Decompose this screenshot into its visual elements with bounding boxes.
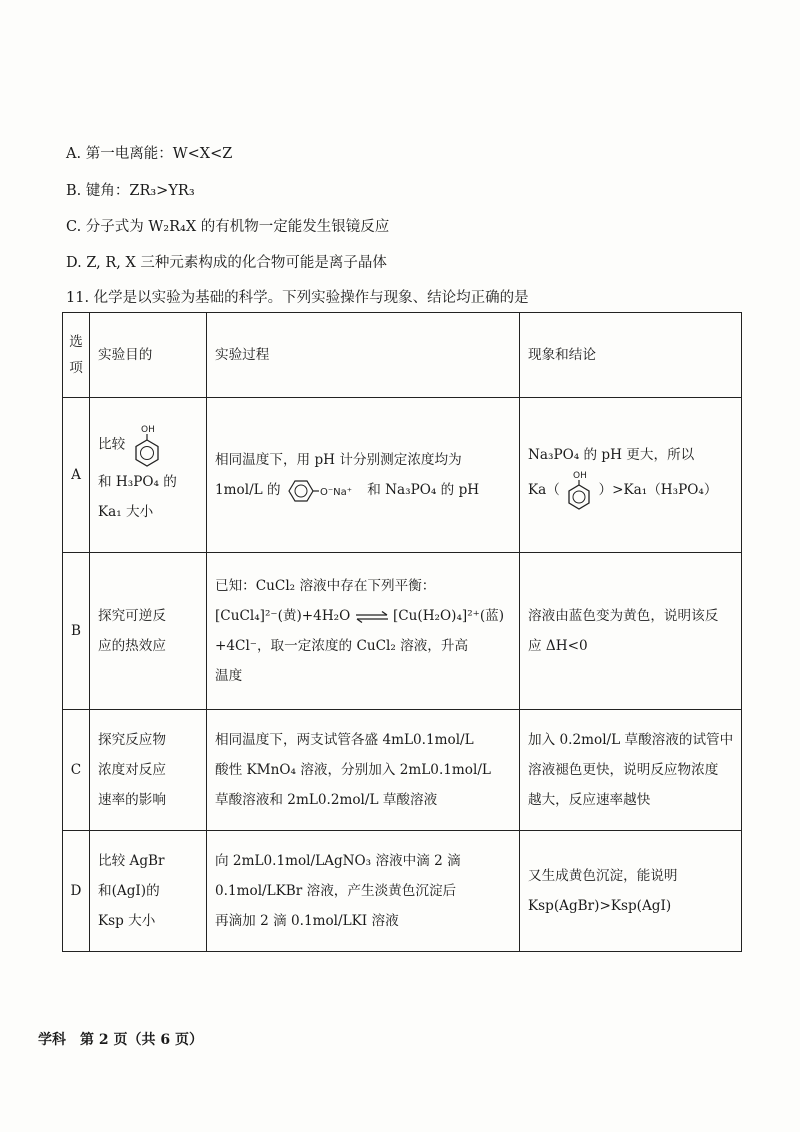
result-c: 加入 0.2mol/L 草酸溶液的试管中 溶液褪色更快，说明反应物浓度 越大，反应速率越快 <box>520 710 742 831</box>
purpose-d: 比较 AgBr 和(AgI)的 Ksp 大小 <box>90 831 207 952</box>
purpose-b: 探究可逆反 应的热效应 <box>90 553 207 710</box>
header-purpose: 实验目的 <box>90 313 207 398</box>
experiment-table <box>62 312 742 952</box>
phenoxide-label: O⁻Na⁺ <box>319 486 352 498</box>
page-footer: 学科 第 2 页（共 6 页） <box>38 1032 203 1048</box>
question-11-stem: 11. 化学是以实验为基础的科学。下列实验操作与现象、结论均正确的是 <box>66 290 529 306</box>
option-a: A. 第一电离能：W<X<Z <box>66 146 233 162</box>
option-d: D. Z, R, X 三种元素构成的化合物可能是离子晶体 <box>66 255 387 271</box>
option-b: B. 键角：ZR₃>YR₃ <box>66 183 195 199</box>
table-row-b <box>63 553 742 710</box>
row-label-c: C <box>63 710 90 831</box>
result-a: Na₃PO₄ 的 pH 更大，所以 Ka（ OH ）>Ka₁（H₃PO₄） <box>520 398 742 553</box>
phenol-oh-label: OH <box>140 425 155 435</box>
table-row-d <box>63 831 742 952</box>
table-row-a <box>63 398 742 553</box>
table-row-c <box>63 710 742 831</box>
result-b: 溶液由蓝色变为黄色，说明该反 应 ΔH<0 <box>520 553 742 710</box>
purpose-a: 比较 OH 和 H₃PO₄ 的 Ka₁ 大小 <box>90 398 207 553</box>
result-d: 又生成黄色沉淀，能说明 Ksp(AgBr)>Ksp(AgI) <box>520 831 742 952</box>
option-c: C. 分子式为 W₂R₄X 的有机物一定能发生银镜反应 <box>66 219 390 235</box>
header-option: 选 项 <box>63 313 90 398</box>
process-d: 向 2mL0.1mol/LAgNO₃ 溶液中滴 2 滴 0.1mol/LKBr 溶液，产生淡黄色沉淀后 再滴加 2 滴 0.1mol/LKI 溶液 <box>207 831 520 952</box>
row-label-a: A <box>63 398 90 553</box>
equilibrium-arrow-icon <box>355 611 389 623</box>
row-label-b: B <box>63 553 90 710</box>
row-label-d: D <box>63 831 90 952</box>
phenol-oh-label-2: OH <box>573 471 588 482</box>
header-process: 实验过程 <box>207 313 520 398</box>
process-a: 相同温度下，用 pH 计分别测定浓度均为 1mol/L 的 O⁻Na⁺ 和 Na₃PO₄ 的 pH <box>207 398 520 553</box>
header-result: 现象和结论 <box>520 313 742 398</box>
sodium-phenoxide-structure-icon <box>285 479 363 503</box>
phenol-structure-icon <box>130 423 164 467</box>
process-b: 已知：CuCl₂ 溶液中存在下列平衡： [CuCl₄]²⁻(黄)+4H₂O [Cu(H₂O)₄]²⁺(蓝) +4Cl⁻，取一定浓度的 CuCl₂ 溶液，升高 温度 <box>207 553 520 710</box>
purpose-c: 探究反应物 浓度对反应 速率的影响 <box>90 710 207 831</box>
phenol-structure-icon-2 <box>564 470 594 510</box>
process-c: 相同温度下，两支试管各盛 4mL0.1mol/L 酸性 KMnO₄ 溶液，分别加入 2mL0.1mol/L 草酸溶液和 2mL0.2mol/L 草酸溶液 <box>207 710 520 831</box>
table-header-row <box>63 313 742 398</box>
